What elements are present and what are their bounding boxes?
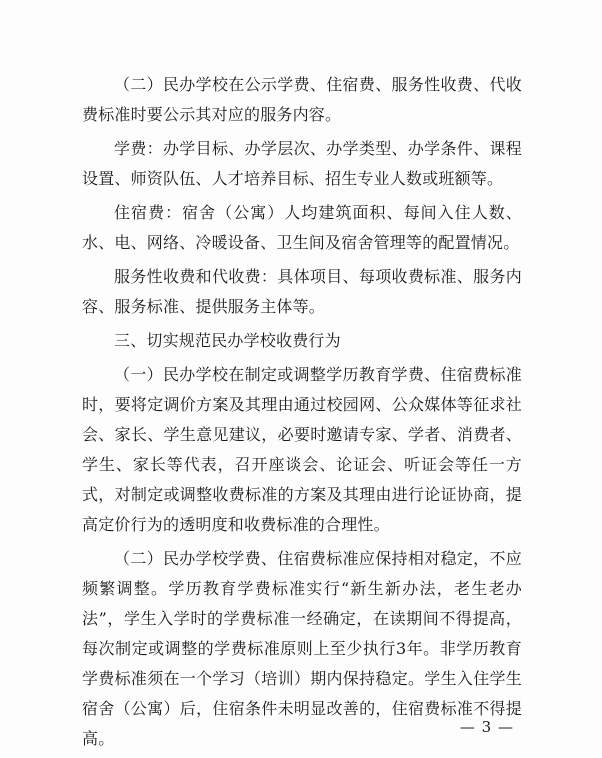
paragraph-accommodation: 住宿费：宿舍（公寓）人均建筑面积、每间入住人数、水、电、网络、冷暖设备、卫生间及宿舍管理等的配置情况。 [82,203,522,252]
paragraph-fee-adjustment: （一）民办学校在制定或调整学历教育学费、住宿费标准时，要将定调价方案及其理由通过校园网、公众媒体等征求社会、家长、学生意见建议，必要时邀请专家、学者、消费者、学生、家长等代表，召开座谈会、论证会、听证会等任一方式，对制定或调整收费标准的方案及其理由进行论证协商，提高定价行为的透明度和收费标准的合理性。 [82,365,522,534]
section-heading-3: 三、切实规范民办学校收费行为 [114,331,341,350]
paragraph-service-fees: 服务性收费和代收费：具体项目、每项收费标准、服务内容、服务标准、提供服务主体等。 [82,267,522,316]
paragraph-tuition: 学费：办学目标、办学层次、办学类型、办学条件、课程设置、师资队伍、人才培养目标、招生专业人数或班额等。 [82,139,522,188]
document-body [82,70,522,758]
paragraph-public-service-content: （二）民办学校在公示学费、住宿费、服务性收费、代收费标准时要公示其对应的服务内容。 [82,75,522,124]
page-number: — 3 — [459,718,514,736]
paragraph-fee-stability: （二）民办学校学费、住宿费标准应保持相对稳定，不应频繁调整。学历教育学费标准实行“新生新办法，老生老办法”，学生入学时的学费标准一经确定，在读期间不得提高，每次制定或调整的学费标准原则上至少执行3年。非学历教育学费标准须在一个学习（培训）期内保持稳定。学生入住学生宿舍（公寓）后，住宿条件未明显改善的，住宿费标准不得提高。 [82,549,522,748]
